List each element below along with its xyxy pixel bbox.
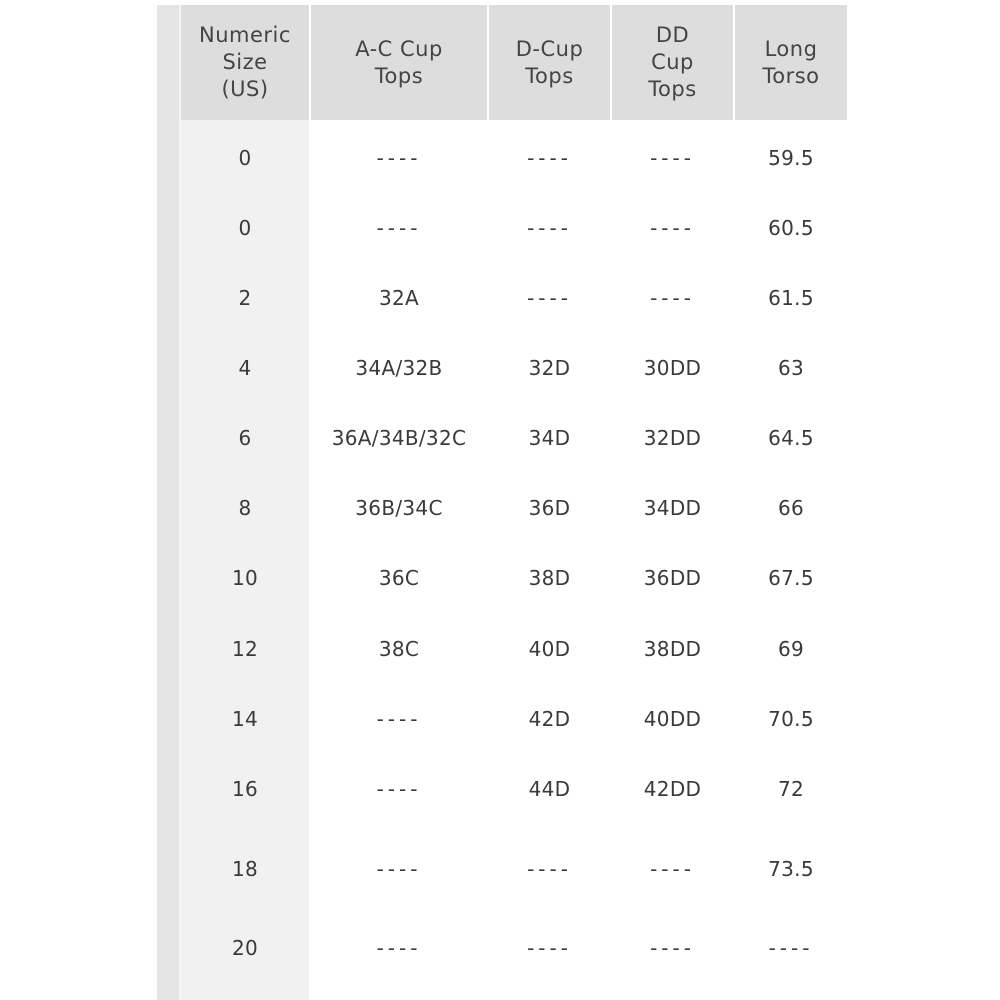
cell-long-torso: 72 [777,777,805,801]
cell-dd-cup: ---- [650,146,695,170]
cell-ac-cup: 34A/32B [355,356,443,380]
cell-long-torso: 64.5 [768,426,814,450]
cell-ac-cup: ---- [376,777,422,801]
cell-size: 20 [231,936,259,960]
cell-dd-cup: ---- [650,216,695,240]
table-row [181,278,847,318]
cell-long-torso: 61.5 [768,286,814,310]
cell-d-cup: ---- [527,286,572,310]
header-numeric-size: Numeric Size (US) [181,5,309,120]
cell-dd-cup: ---- [650,936,695,960]
cell-dd-cup: 32DD [643,426,702,450]
table-row [181,699,847,739]
header-ac-cup-tops: A-C Cup Tops [311,5,487,120]
cell-size: 14 [231,707,259,731]
cell-d-cup: 38D [528,566,571,590]
cell-d-cup: 34D [528,426,571,450]
left-gutter [157,5,179,1000]
cell-d-cup: ---- [527,936,572,960]
table-row [181,208,847,248]
cell-ac-cup: 36B/34C [355,496,443,520]
cell-long-torso: 73.5 [768,857,814,881]
header-dd-cup-tops: DD Cup Tops [612,5,733,120]
cell-dd-cup: 36DD [643,566,702,590]
cell-dd-cup: 30DD [643,356,702,380]
cell-ac-cup: 38C [378,637,420,661]
cell-size: 16 [231,777,259,801]
cell-long-torso: 69 [777,637,805,661]
table-row [181,348,847,388]
cell-long-torso: 67.5 [768,566,814,590]
cell-d-cup: 44D [528,777,571,801]
cell-long-torso: ---- [768,936,814,960]
cell-size: 0 [238,146,252,170]
cell-d-cup: 40D [528,637,571,661]
cell-ac-cup: ---- [376,936,422,960]
cell-size: 18 [231,857,259,881]
table-header [181,5,847,120]
cell-dd-cup: ---- [650,286,695,310]
cell-long-torso: 60.5 [768,216,814,240]
cell-size: 10 [231,566,259,590]
cell-size: 8 [238,496,252,520]
table-row [181,558,847,598]
cell-size: 0 [238,216,252,240]
cell-size: 4 [238,356,252,380]
cell-ac-cup: ---- [376,707,422,731]
cell-d-cup: 36D [528,496,571,520]
cell-d-cup: ---- [527,216,572,240]
cell-dd-cup: 40DD [643,707,702,731]
table-row [181,138,847,178]
cell-long-torso: 66 [777,496,805,520]
cell-size: 2 [238,286,252,310]
table-row [181,629,847,669]
cell-d-cup: ---- [527,857,572,881]
cell-dd-cup: 42DD [643,777,702,801]
cell-size: 12 [231,637,259,661]
cell-ac-cup: ---- [376,146,422,170]
table-row [181,849,847,889]
cell-ac-cup: 32A [378,286,420,310]
cell-dd-cup: 38DD [643,637,702,661]
cell-d-cup: ---- [527,146,572,170]
cell-ac-cup: 36A/34B/32C [331,426,467,450]
cell-size: 6 [238,426,252,450]
cell-d-cup: 32D [528,356,571,380]
table-row [181,769,847,809]
cell-dd-cup: ---- [650,857,695,881]
cell-ac-cup: ---- [376,216,422,240]
cell-long-torso: 59.5 [768,146,814,170]
cell-ac-cup: ---- [376,857,422,881]
header-d-cup-tops: D-Cup Tops [489,5,610,120]
cell-d-cup: 42D [528,707,571,731]
header-long-torso: Long Torso [735,5,847,120]
cell-long-torso: 63 [777,356,805,380]
cell-long-torso: 70.5 [768,707,814,731]
table-row [181,488,847,528]
cell-ac-cup: 36C [378,566,420,590]
cell-dd-cup: 34DD [643,496,702,520]
table-row [181,928,847,968]
table-row [181,418,847,458]
